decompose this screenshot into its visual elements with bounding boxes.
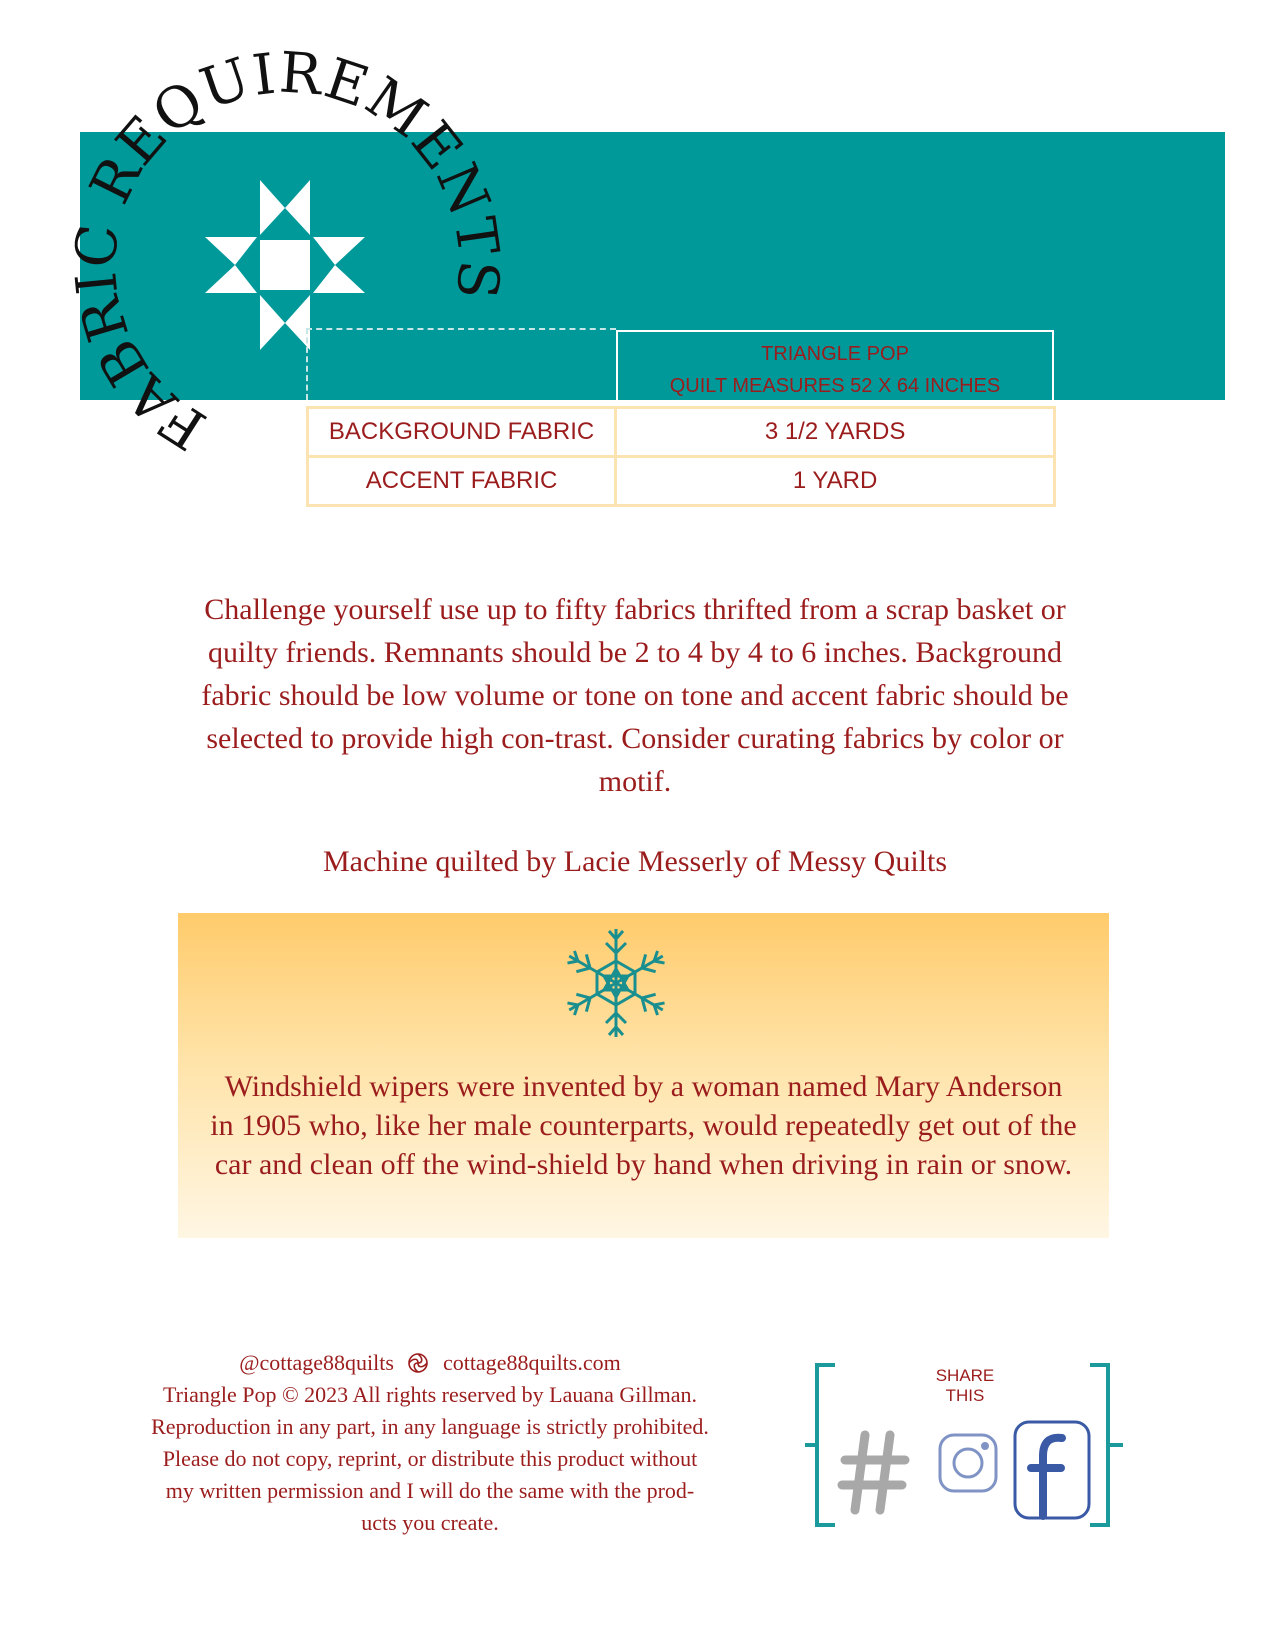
copyright-line: Triangle Pop © 2023 All rights reserved by Lauana Gillman. [162,1382,698,1407]
amount-cell: 1 YARD [616,457,1055,506]
arc-title-text: FABRIC REQUIREMENTS [63,40,512,462]
table-row [308,408,1055,457]
table-title-cell [616,330,1054,400]
copyright-line: Please do not copy, reprint, or distribute this product without [162,1446,698,1471]
facebook-icon[interactable] [1015,1422,1089,1518]
social-handle[interactable]: @cottage88quilts [239,1350,394,1375]
share-this-label: SHARE THIS [935,1366,995,1405]
swirl-icon [407,1352,429,1374]
left-bracket [817,1365,835,1525]
quilt-size: QUILT MEASURES 52 X 64 INCHES [669,375,1001,397]
copyright-line: Reproduction in any part, in any language is strictly prohibited. [151,1414,709,1439]
footer-copyright [80,1347,780,1539]
website-link[interactable]: cottage88quilts.com [442,1350,621,1375]
table-dashed-guide [306,328,616,400]
fabric-requirements-table [306,406,1056,507]
instagram-icon[interactable] [940,1435,996,1491]
hashtag-icon[interactable] [842,1435,905,1510]
intro-paragraph: Challenge yourself use up to fifty fabrics thrifted from a scrap basket or quilty friends. Remnants should be 2 to 4 by 4 to 6 inches. Background fabric should be low volume or tone on tone and accent fabric should be selected to provide high con-trast. Consider curating fabrics by color or motif. [201,593,1069,798]
amount-cell: 3 1/2 YARDS [616,408,1055,457]
quilting-credit: Machine quilted by Lacie Messerly of Messy Quilts [322,845,948,878]
table-row [308,457,1055,506]
snowflake-icon [558,925,674,1041]
copyright-line: ucts you create. [361,1510,499,1535]
quilt-name: TRIANGLE POP [761,343,909,365]
star-block-icon [205,180,365,350]
social-handle-row [80,1347,780,1379]
copyright-line: my written permission and I will do the same with the prod- [165,1478,695,1503]
fun-fact-text: Windshield wipers were invented by a woman named Mary Anderson in 1905 who, like her male counterparts, would repeatedly get out of the car and clean off the wind-shield by hand when driving in rain or snow. [210,1070,1077,1181]
fabric-cell: BACKGROUND FABRIC [308,408,616,457]
fabric-cell: ACCENT FABRIC [308,457,616,506]
right-bracket [1090,1365,1108,1525]
